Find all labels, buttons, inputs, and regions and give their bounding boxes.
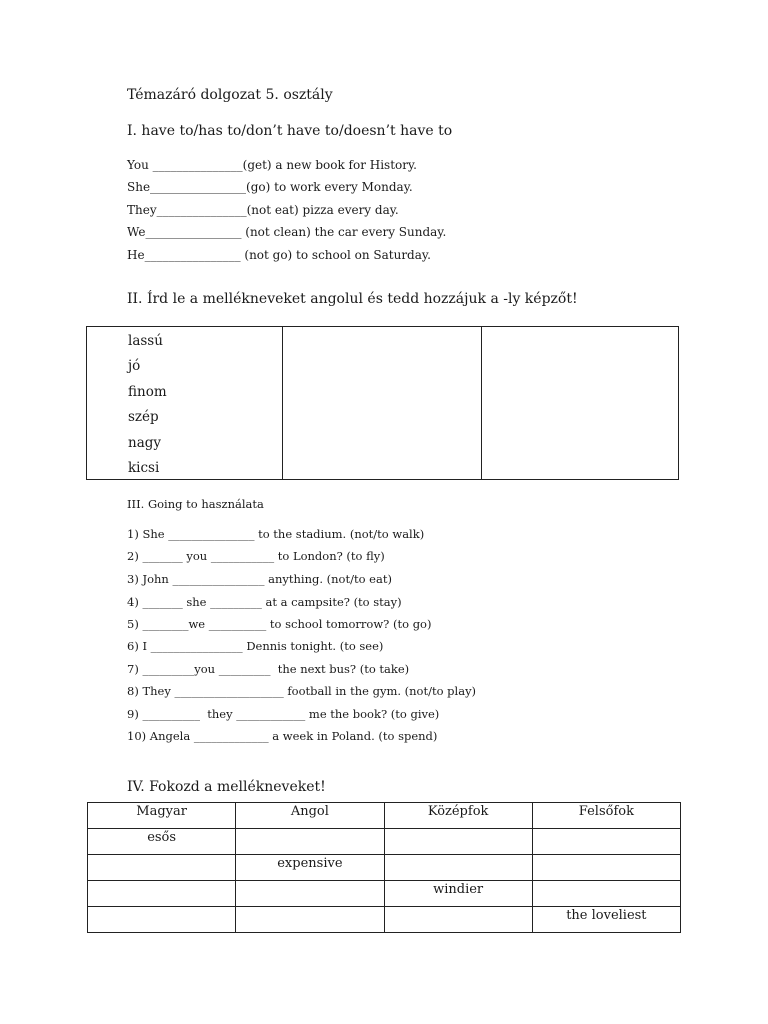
section-3-heading: III. Going to használata bbox=[127, 497, 264, 511]
table-cell bbox=[236, 881, 384, 907]
section-2-heading: II. Írd le a mellékneveket angolul és tedd hozzájuk a -ly képzőt! bbox=[127, 291, 578, 307]
exercise-line: They_______________(not eat) pizza every day. bbox=[127, 203, 399, 217]
page-title: Témazáró dolgozat 5. osztály bbox=[127, 87, 333, 103]
adjective-table bbox=[86, 326, 679, 480]
comparison-table bbox=[87, 802, 681, 933]
exercise-line: 2) _______ you ___________ to London? (to fly) bbox=[127, 549, 385, 563]
table-cell bbox=[384, 907, 532, 933]
table-cell: the loveliest bbox=[532, 907, 680, 933]
column-header: Középfok bbox=[384, 803, 532, 829]
table-row bbox=[88, 829, 681, 855]
section-1-heading: I. have to/has to/don’t have to/doesn’t have to bbox=[127, 123, 453, 139]
table-cell: windier bbox=[384, 881, 532, 907]
table-divider bbox=[481, 327, 482, 479]
exercise-line: 4) _______ she _________ at a campsite? (to stay) bbox=[127, 595, 402, 609]
table-cell bbox=[236, 829, 384, 855]
exercise-line: 1) She _______________ to the stadium. (not/to walk) bbox=[127, 527, 425, 541]
table-row bbox=[88, 907, 681, 933]
table-cell bbox=[532, 881, 680, 907]
table-header-row bbox=[88, 803, 681, 829]
exercise-line: She________________(go) to work every Monday. bbox=[127, 180, 413, 194]
exercise-line: He________________ (not go) to school on Saturday. bbox=[127, 248, 431, 262]
column-header: Angol bbox=[236, 803, 384, 829]
table-divider bbox=[282, 327, 283, 479]
table-cell: expensive bbox=[236, 855, 384, 881]
table-row bbox=[88, 855, 681, 881]
list-item: finom bbox=[128, 384, 167, 400]
table-cell bbox=[384, 829, 532, 855]
exercise-line: We________________ (not clean) the car every Sunday. bbox=[127, 225, 447, 239]
table-cell bbox=[532, 855, 680, 881]
table-cell bbox=[88, 855, 236, 881]
list-item: jó bbox=[128, 358, 141, 374]
list-item: kicsi bbox=[128, 460, 160, 476]
table-row bbox=[88, 881, 681, 907]
table-cell bbox=[88, 907, 236, 933]
table-cell: esős bbox=[88, 829, 236, 855]
exercise-line: You _______________(get) a new book for History. bbox=[127, 158, 417, 172]
table-cell bbox=[532, 829, 680, 855]
table-cell bbox=[236, 907, 384, 933]
column-header: Magyar bbox=[88, 803, 236, 829]
section-4-heading: IV. Fokozd a mellékneveket! bbox=[127, 779, 326, 795]
exercise-line: 7) _________you _________ the next bus? (to take) bbox=[127, 662, 410, 676]
exercise-line: 3) John ________________ anything. (not/to eat) bbox=[127, 572, 392, 586]
list-item: nagy bbox=[128, 435, 162, 451]
list-item: lassú bbox=[128, 333, 163, 349]
column-header: Felsőfok bbox=[532, 803, 680, 829]
exercise-line: 8) They ___________________ football in the gym. (not/to play) bbox=[127, 684, 477, 698]
table-cell bbox=[384, 855, 532, 881]
exercise-line: 5) ________we __________ to school tomorrow? (to go) bbox=[127, 617, 432, 631]
exercise-line: 6) I ________________ Dennis tonight. (to see) bbox=[127, 639, 384, 653]
table-cell bbox=[88, 881, 236, 907]
exercise-line: 10) Angela _____________ a week in Poland. (to spend) bbox=[127, 729, 438, 743]
list-item: szép bbox=[128, 409, 159, 425]
exercise-line: 9) __________ they ____________ me the book? (to give) bbox=[127, 707, 440, 721]
